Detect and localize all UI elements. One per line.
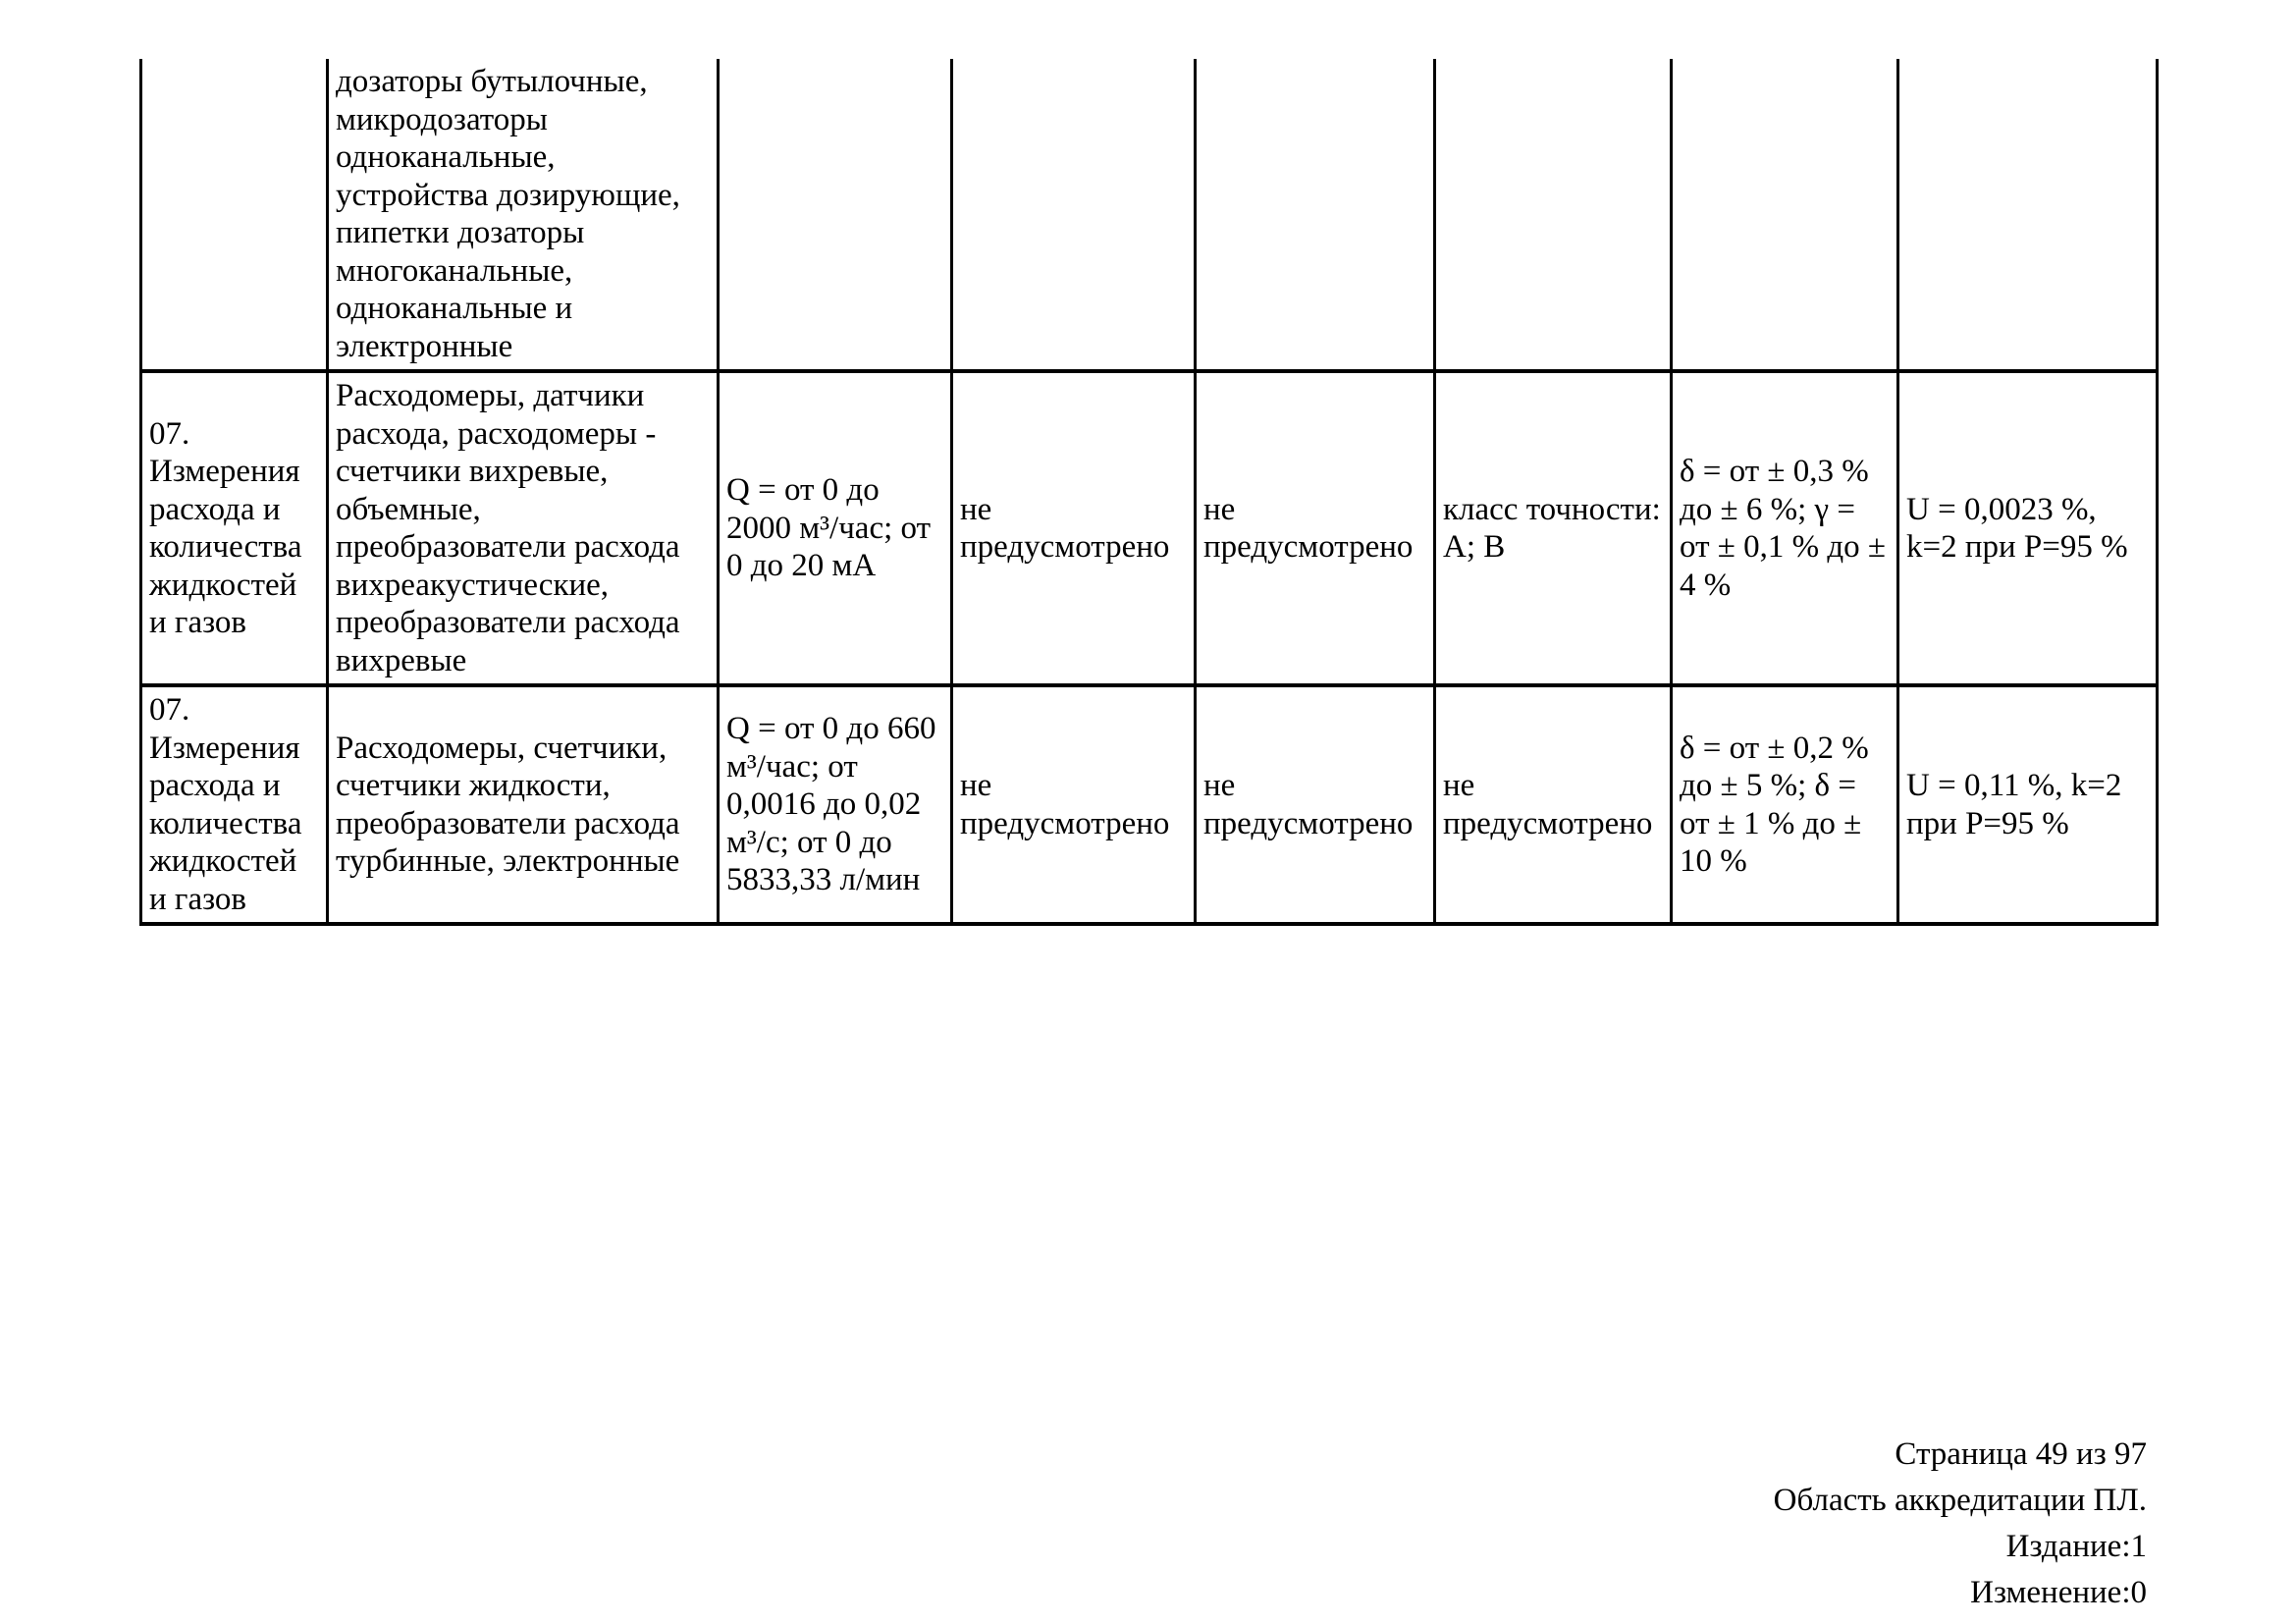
accreditation-scope-table — [139, 59, 2159, 926]
table-cell — [141, 59, 328, 371]
table-cell: 07. Измерения расхода и количества жидкостей и газов — [141, 371, 328, 685]
table-cell: Q = от 0 до 2000 м³/час; от 0 до 20 мА — [719, 371, 952, 685]
table-cell: не предусмотрено — [1196, 371, 1435, 685]
table-cell: δ = от ± 0,3 % до ± 6 %; γ = от ± 0,1 % до ± 4 % — [1672, 371, 1898, 685]
table-cell: δ = от ± 0,2 % до ± 5 %; δ = от ± 1 % до ± 10 % — [1672, 685, 1898, 924]
footer-doc-title: Область аккредитации ПЛ. — [1773, 1483, 2147, 1518]
table-cell: Расходомеры, датчики расхода, расходомеры - счетчики вихревые, объемные, преобразователи расхода вихреакустические, преобразователи расхода вихревые — [328, 371, 719, 685]
table-cell — [1435, 59, 1672, 371]
table-cell: дозаторы бутылочные, микродозаторы одноканальные, устройства дозирующие, пипетки дозаторы многоканальные, одноканальные и электронные — [328, 59, 719, 371]
table-cell: не предусмотрено — [1196, 685, 1435, 924]
table-cell: U = 0,11 %, k=2 при Р=95 % — [1898, 685, 2158, 924]
footer-page-number: Страница 49 из 97 — [1895, 1436, 2147, 1472]
table-row — [141, 685, 2158, 924]
table-row — [141, 59, 2158, 371]
table-cell — [1898, 59, 2158, 371]
table-cell: Q = от 0 до 660 м³/час; от 0,0016 до 0,02 м³/с; от 0 до 5833,33 л/мин — [719, 685, 952, 924]
table-cell — [952, 59, 1196, 371]
table-cell: 07. Измерения расхода и количества жидкостей и газов — [141, 685, 328, 924]
table-cell: не предусмотрено — [952, 371, 1196, 685]
footer-edition: Издание:1 — [2005, 1529, 2147, 1564]
table-cell: U = 0,0023 %, k=2 при Р=95 % — [1898, 371, 2158, 685]
table-cell: не предусмотрено — [1435, 685, 1672, 924]
table-cell: класс точности: А; В — [1435, 371, 1672, 685]
table-cell — [1672, 59, 1898, 371]
table-row — [141, 371, 2158, 685]
footer-revision: Изменение:0 — [1970, 1575, 2147, 1610]
table-cell — [719, 59, 952, 371]
page-footer — [1774, 1432, 2147, 1616]
table-cell: не предусмотрено — [952, 685, 1196, 924]
table-cell: Расходомеры, счетчики, счетчики жидкости, преобразователи расхода турбинные, электронные — [328, 685, 719, 924]
table-cell — [1196, 59, 1435, 371]
